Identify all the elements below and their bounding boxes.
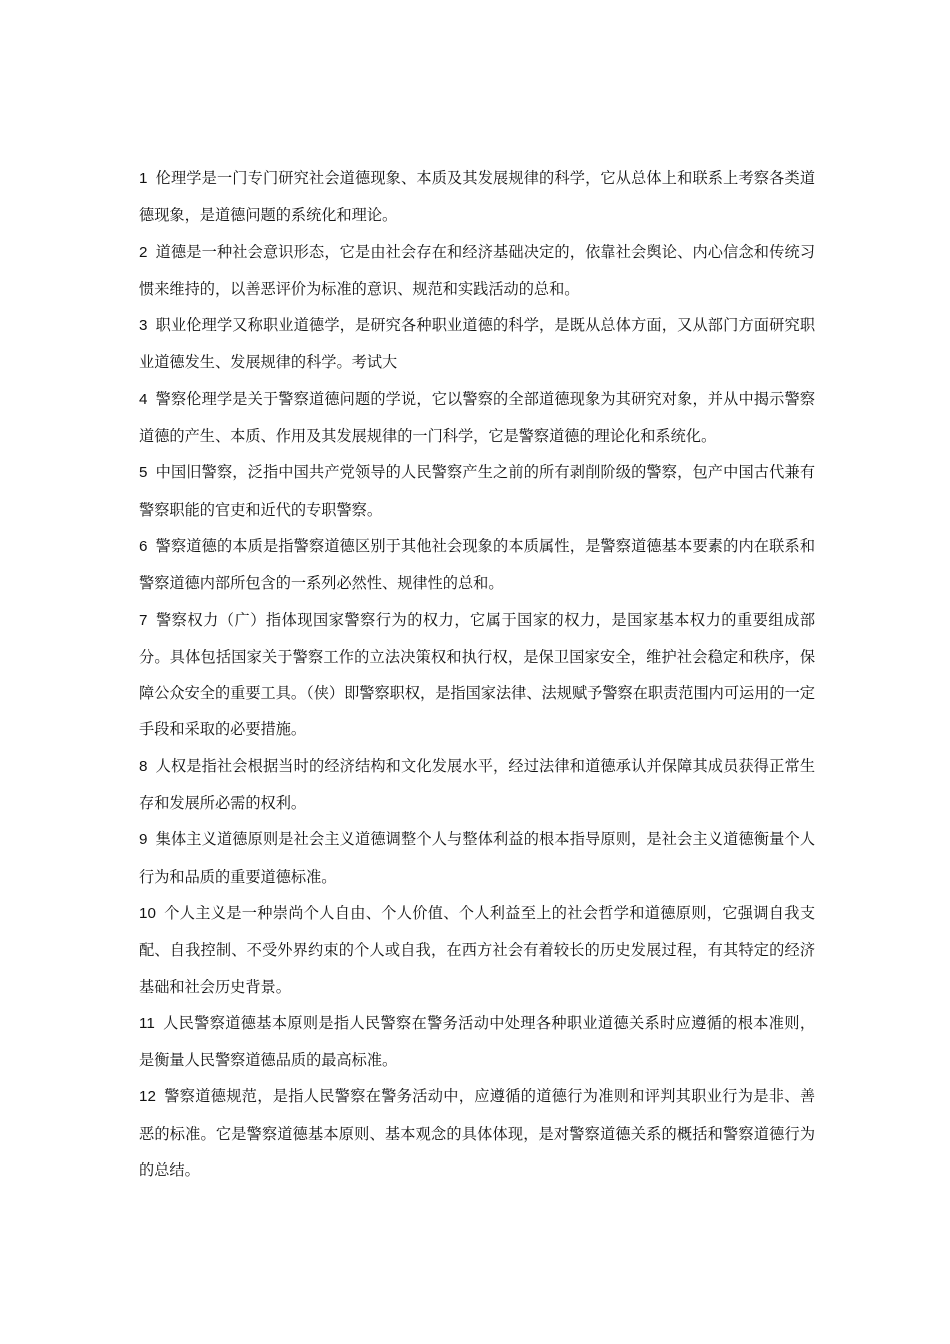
paragraph-10 (139, 895, 815, 1005)
paragraph-number: 12 (139, 1088, 156, 1106)
paragraph-6 (139, 528, 815, 602)
paragraph-text: 职业伦理学又称职业道德学，是研究各种职业道德的科学，是既从总体方面，又从部门方面研究职业道德发生、发展规律的科学。考试大 (139, 316, 815, 372)
paragraph-7 (139, 602, 815, 748)
paragraph-number: 9 (139, 831, 148, 849)
paragraph-12 (139, 1078, 815, 1188)
paragraph-text: 人民警察道德基本原则是指人民警察在警务活动中处理各种职业道德关系时应遵循的根本准则，是衡量人民警察道德品质的最高标准。 (139, 1013, 815, 1070)
paragraph-text: 伦理学是一门专门研究社会道德现象、本质及其发展规律的科学，它从总体上和联系上考察各类道德现象，是道德问题的系统化和理论。 (139, 169, 815, 225)
paragraph-text: 道德是一种社会意识形态，它是由社会存在和经济基础决定的，依靠社会舆论、内心信念和传统习惯来维持的，以善恶评价为标准的意识、规范和实践活动的总和。 (139, 242, 815, 298)
paragraph-3 (139, 307, 815, 381)
paragraph-number: 8 (139, 757, 148, 775)
document-body (139, 160, 815, 1188)
paragraph-number: 1 (139, 170, 148, 187)
paragraph-2 (139, 234, 815, 308)
paragraph-text: 人权是指社会根据当时的经济结构和文化发展水平，经过法律和道德承认并保障其成员获得正常生存和发展所必需的权利。 (139, 756, 815, 813)
paragraph-number: 4 (139, 390, 148, 408)
paragraph-8 (139, 748, 815, 822)
paragraph-text: 个人主义是一种崇尚个人自由、个人价值、个人利益至上的社会哲学和道德原则，它强调自我支配、自我控制、不受外界约束的个人或自我，在西方社会有着较长的历史发展过程，有其特定的经济基础和社会历史背景。 (139, 903, 815, 996)
paragraph-number: 3 (139, 317, 148, 335)
paragraph-number: 5 (139, 464, 148, 482)
paragraph-number: 10 (139, 904, 156, 922)
paragraph-1 (139, 160, 815, 234)
paragraph-text: 集体主义道德原则是社会主义道德调整个人与整体利益的根本指导原则，是社会主义道德衡量个人行为和品质的重要道德标准。 (139, 830, 815, 886)
paragraph-11 (139, 1005, 815, 1079)
paragraph-number: 7 (139, 611, 148, 629)
paragraph-text: 中国旧警察，泛指中国共产党领导的人民警察产生之前的所有剥削阶级的警察，包产中国古代兼有警察职能的官吏和近代的专职警察。 (139, 463, 815, 519)
paragraph-number: 11 (139, 1014, 155, 1032)
paragraph-text: 警察伦理学是关于警察道德问题的学说，它以警察的全部道德现象为其研究对象，并从中揭示警察道德的产生、本质、作用及其发展规律的一门科学，它是警察道德的理论化和系统化。 (139, 389, 815, 446)
paragraph-4 (139, 381, 815, 455)
paragraph-text: 警察权力（广）指体现国家警察行为的权力，它属于国家的权力，是国家基本权力的重要组成部分。具体包括国家关于警察工作的立法决策权和执行权，是保卫国家安全，维护社会稳定和秩序，保障公众安全的重要工具。（侠）即警察职权，是指国家法律、法规赋予警察在职责范围内可运用的一定手段和采取的必要措施。 (139, 610, 815, 739)
paragraph-number: 6 (139, 537, 148, 555)
paragraph-9 (139, 821, 815, 895)
paragraph-number: 2 (139, 243, 148, 261)
paragraph-text: 警察道德的本质是指警察道德区别于其他社会现象的本质属性，是警察道德基本要素的内在联系和警察道德内部所包含的一系列必然性、规律性的总和。 (139, 536, 815, 593)
paragraph-5 (139, 454, 815, 528)
paragraph-text: 警察道德规范，是指人民警察在警务活动中，应遵循的道德行为准则和评判其职业行为是非、善恶的标准。它是警察道德基本原则、基本观念的具体体现，是对警察道德关系的概括和警察道德行为的总结。 (139, 1087, 815, 1180)
